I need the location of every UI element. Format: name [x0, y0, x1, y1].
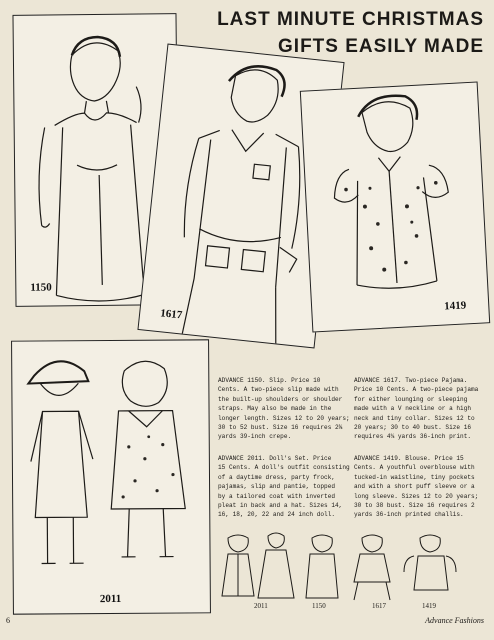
back-views — [214, 532, 484, 612]
back-views-illustration — [214, 532, 484, 612]
title-line-2: GIFTS EASILY MADE — [278, 36, 484, 57]
blouse-illustration — [301, 83, 489, 332]
figure-1150-number: 1150 — [30, 281, 52, 294]
figure-1419-number: 1419 — [443, 299, 467, 313]
figure-1617-number: 1617 — [159, 307, 183, 322]
description-1150: ADVANCE 1150. Slip. Price 10 Cents. A two-piece slip made with the built-up shoulders or shoulder straps. May also be made in the longer length. Sizes 12 to 20 years; 30 to 52 bust. Size 16 requires 2⅜ yards 39-inch crepe. — [218, 377, 350, 441]
description-2011: ADVANCE 2011. Doll's Set. Price 15 Cents. A doll's outfit consisting of a daytime dress, party frock, pajamas, slip and pantie, topped by a tailored coat with inverted pleat in back and a hat. Sizes 14, 16, 18, 20, 22 and 24 inch doll. — [218, 455, 350, 519]
page-number: 6 — [6, 616, 10, 625]
back-view-label-1150: 1150 — [312, 602, 326, 610]
publication-name: Advance Fashions — [425, 616, 484, 625]
figure-2011-panel — [11, 339, 211, 614]
back-view-label-1419: 1419 — [422, 602, 436, 610]
back-view-label-1617: 1617 — [372, 602, 386, 610]
description-1419: ADVANCE 1419. Blouse. Price 15 Cents. A youthful overblouse with tucked-in waistline, tiny pockets and with a short puff sleeve or a long sleeve. Sizes 12 to 20 years; 30 to 38 bust. Size 16 requires 2 yards 36-inch printed challis. — [354, 455, 479, 519]
description-1617: ADVANCE 1617. Two-piece Pajama. Price 10 Cents. A two-piece pajama for either lounging or sleeping made with a V neckline or a high neck and tiny collar. Sizes 12 to 20 years; 30 to 40 bust. Size 16 requires 4⅛ yards 36-inch print. — [354, 377, 479, 441]
title-line-1: LAST MINUTE CHRISTMAS — [217, 9, 484, 30]
doll-set-illustration — [12, 340, 210, 613]
figure-2011-number: 2011 — [99, 592, 122, 606]
back-view-label-2011: 2011 — [254, 602, 268, 610]
figure-1419-panel — [300, 82, 490, 333]
